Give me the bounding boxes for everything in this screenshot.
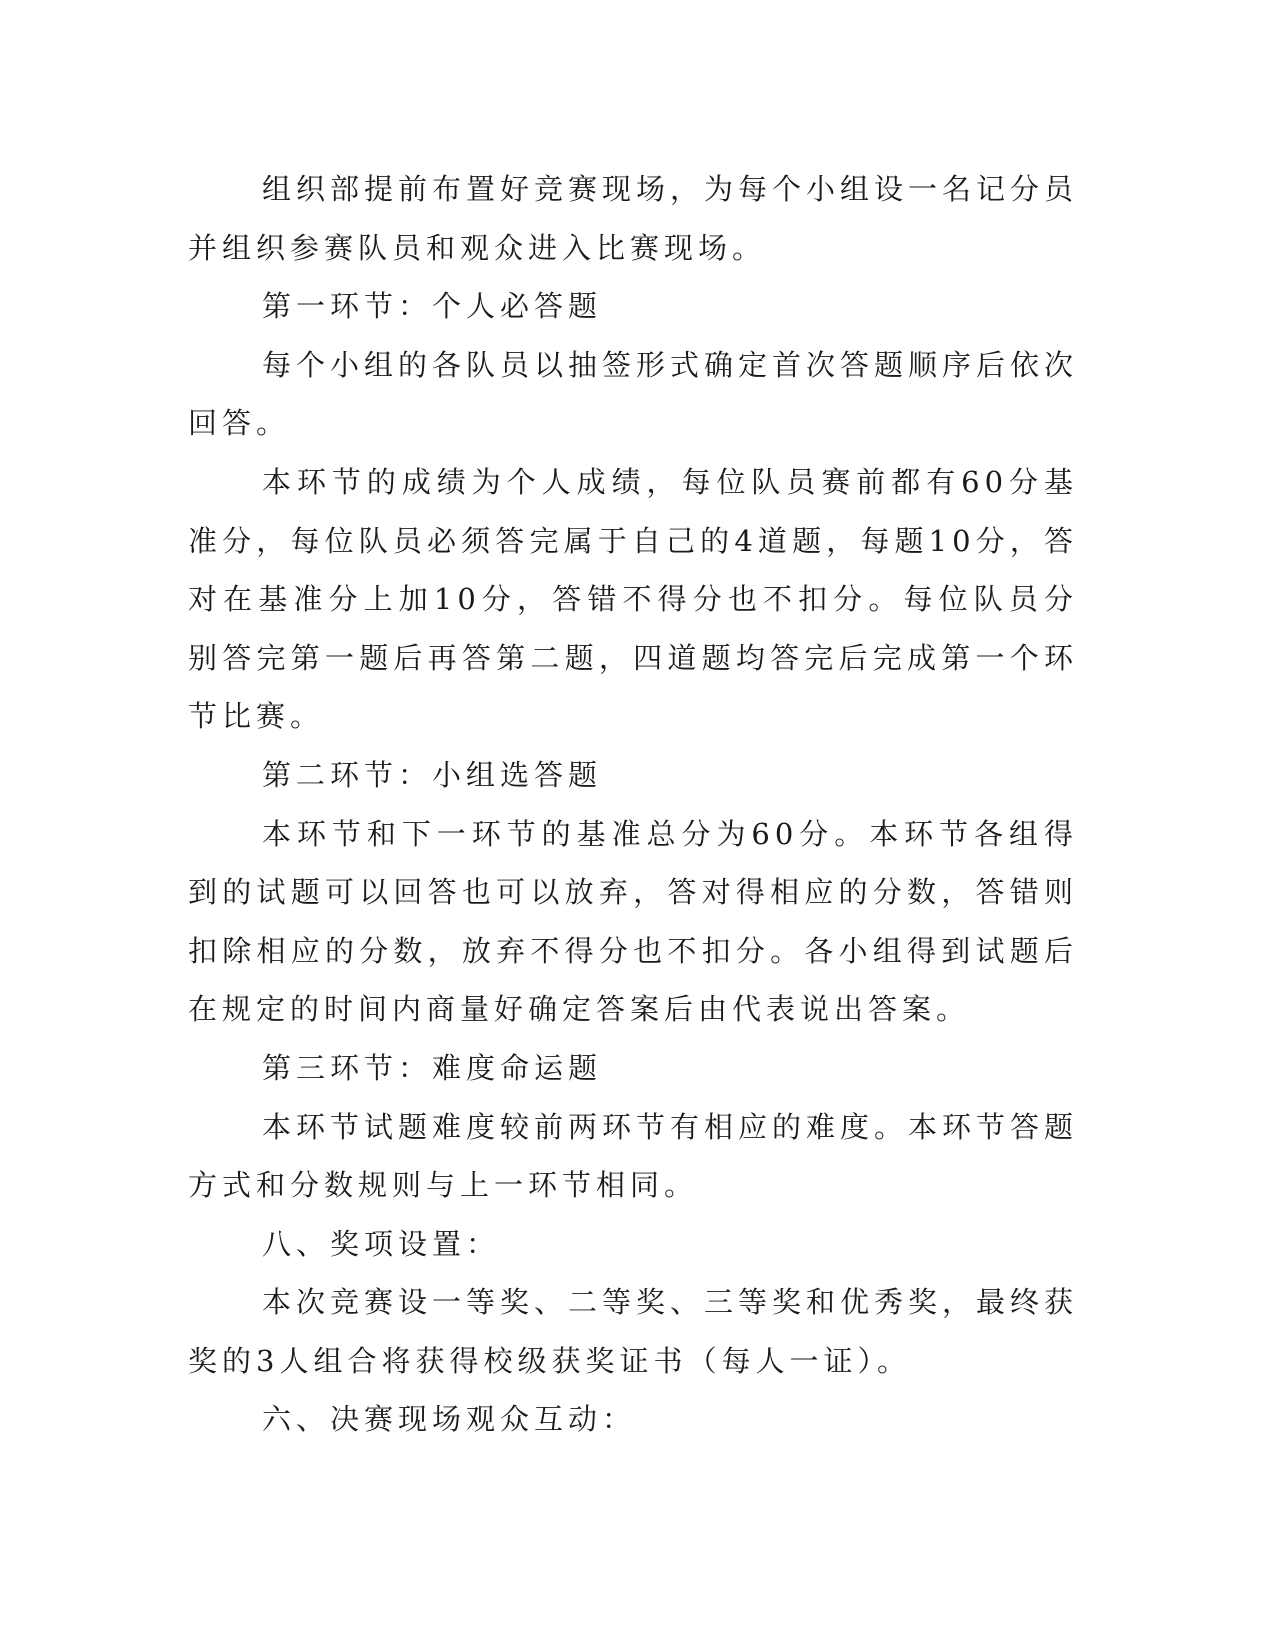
heading-round-three: 第三环节：难度命运题 — [262, 1050, 603, 1085]
paragraph-round-three-rules: 本环节试题难度较前两环节有相应的难度。本环节答题方式和分数规则与上一环节相同。 — [188, 1109, 1079, 1203]
paragraph-awards: 本次竞赛设一等奖、二等奖、三等奖和优秀奖，最终获奖的3人组合将获得校级获奖证书（每人一证）。 — [188, 1285, 1079, 1378]
heading-audience-interaction: 六、决赛现场观众互动： — [262, 1402, 637, 1437]
paragraph-draw-order: 每个小组的各队员以抽签形式确定首次答题顺序后依次回答。 — [188, 347, 1079, 441]
document-body — [188, 160, 1078, 1449]
heading-round-two: 第二环节：小组选答题 — [262, 757, 603, 792]
heading-round-one: 第一环节：个人必答题 — [262, 289, 603, 324]
paragraph-round-two-rules: 本环节和下一环节的基准总分为60分。本环节各组得到的试题可以回答也可以放弃，答对得相应的分数，答错则扣除相应的分数，放弃不得分也不扣分。各小组得到试题后在规定的时间内商量好确定答案后由代表说出答案。 — [188, 816, 1078, 1027]
paragraph-round-one-rules: 本环节的成绩为个人成绩，每位队员赛前都有60分基准分，每位队员必须答完属于自己的4道题，每题10分，答对在基准分上加10分，答错不得分也不扣分。每位队员分别答完第一题后再答第二题，四道题均答完后完成第一个环节比赛。 — [188, 464, 1078, 734]
paragraph-venue-setup: 组织部提前布置好竞赛现场，为每个小组设一名记分员并组织参赛队员和观众进入比赛现场。 — [188, 172, 1079, 265]
heading-awards: 八、奖项设置： — [262, 1226, 501, 1261]
